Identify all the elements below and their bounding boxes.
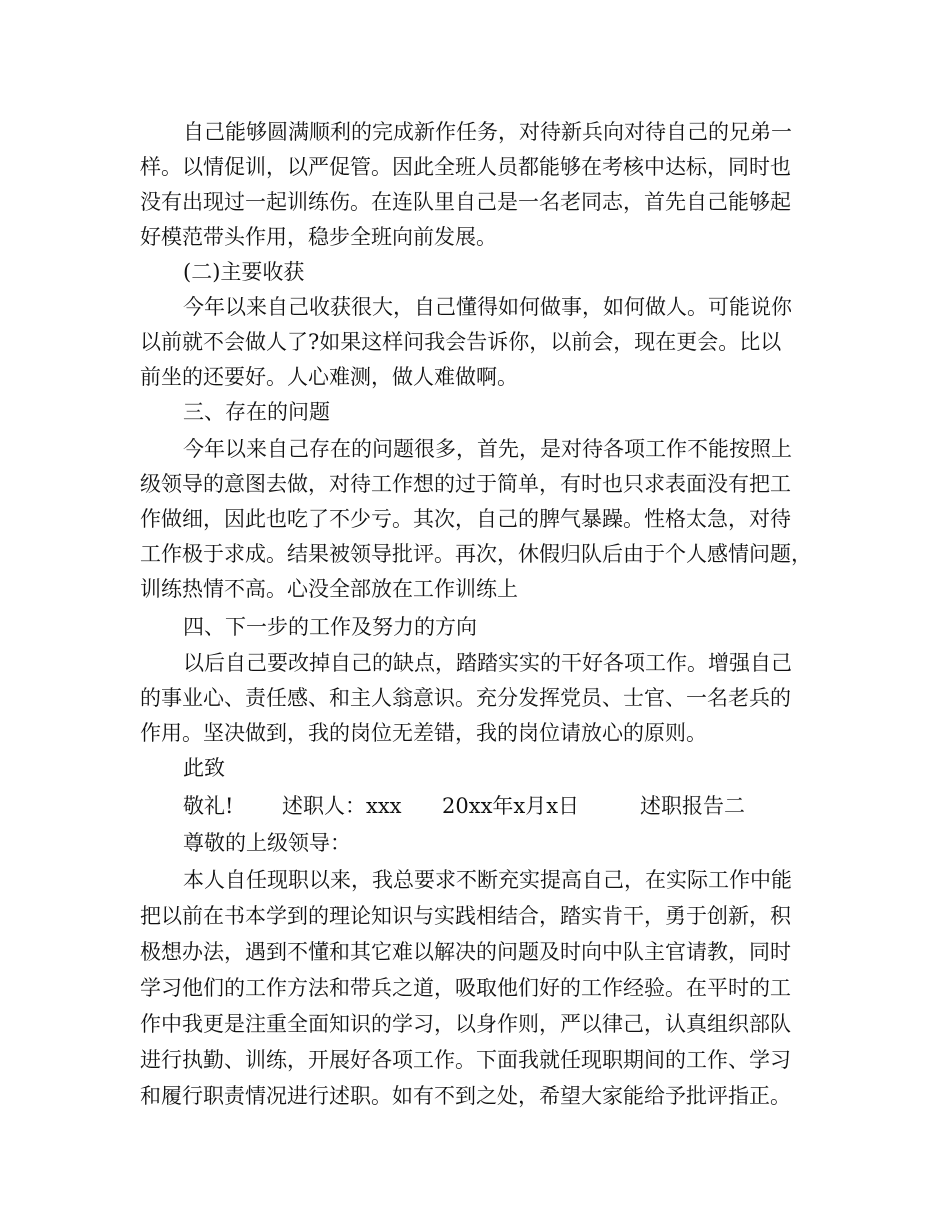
paragraph-line: 样。以情促训，以严促管。因此全班人员都能够在考核中达标，同时也 [140, 155, 791, 179]
paragraph-line: 今年以来自己存在的问题很多，首先，是对待各项工作不能按照上 [183, 437, 792, 461]
paragraph-line: 自己能够圆满顺利的完成新作任务，对待新兵向对待自己的兄弟一 [183, 120, 792, 144]
salute: 敬礼! [183, 794, 234, 818]
paragraph-line: 工作极于求成。结果被领导批评。再次，休假归队后由于个人感情问题， [140, 542, 812, 566]
paragraph-line: 训练热情不高。心没全部放在工作训练上 [140, 577, 518, 601]
reporter-name: 述职人：xxx [282, 794, 402, 818]
paragraph-line: 没有出现过一起训练伤。在连队里自己是一名老同志，首先自己能够起 [140, 190, 791, 214]
next-report-title: 述职报告二 [640, 794, 745, 818]
paragraph-line: 的事业心、责任感、和主人翁意识。充分发挥党员、士官、一名老兵的 [140, 686, 791, 710]
paragraph-line: 和履行职责情况进行述职。如有不到之处，希望大家能给予批评指正。 [140, 1084, 791, 1108]
paragraph-line: 把以前在书本学到的理论知识与实践相结合，踏实肯干，勇于创新，积 [140, 904, 791, 928]
paragraph-line: 以前就不会做人了?如果这样问我会告诉你，以前会，现在更会。比以 [140, 330, 782, 354]
section-heading: (二)主要收获 [183, 260, 305, 284]
salutation-line: 尊敬的上级领导： [183, 831, 351, 855]
closing-line: 此致 [183, 756, 225, 780]
paragraph-line: 以后自己要改掉自己的缺点，踏踏实实的干好各项工作。增强自己 [183, 651, 792, 675]
paragraph-line: 作中我更是注重全面知识的学习，以身作则，严以律己，认真组织部队 [140, 1012, 791, 1036]
report-date: 20xx年x月x日 [442, 794, 580, 818]
paragraph-line: 作用。坚决做到，我的岗位无差错，我的岗位请放心的原则。 [140, 721, 707, 745]
paragraph-line: 作做细，因此也吃了不少亏。其次，自己的脾气暴躁。性格太急，对待 [140, 507, 791, 531]
paragraph-line: 进行执勤、训练，开展好各项工作。下面我就任现职期间的工作、学习 [140, 1048, 791, 1072]
paragraph-line: 极想办法，遇到不懂和其它难以解决的问题及时向中队主官请教，同时 [140, 940, 791, 964]
paragraph-line: 今年以来自己收获很大，自己懂得如何做事，如何做人。可能说你 [183, 295, 792, 319]
paragraph-line: 本人自任现职以来，我总要求不断充实提高自己，在实际工作中能 [183, 868, 792, 892]
section-heading: 四、下一步的工作及努力的方向 [183, 615, 477, 639]
paragraph-line: 好模范带头作用，稳步全班向前发展。 [140, 225, 497, 249]
paragraph-line: 学习他们的工作方法和带兵之道，吸取他们好的工作经验。在平时的工 [140, 976, 791, 1000]
paragraph-line: 级领导的意图去做，对待工作想的过于简单，有时也只求表面没有把工 [140, 472, 791, 496]
section-heading: 三、存在的问题 [183, 400, 330, 424]
paragraph-line: 前坐的还要好。人心难测，做人难做啊。 [140, 365, 518, 389]
